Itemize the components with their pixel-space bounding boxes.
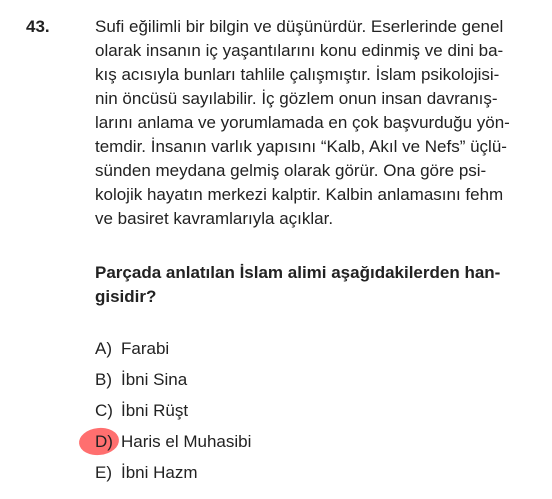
passage-line: temdir. İnsanın varlık yapısını “Kalb, Akıl ve Nefs” üçlü- xyxy=(95,137,507,156)
answer-options xyxy=(95,337,515,492)
option-letter: A) xyxy=(95,339,112,358)
option-letter: D) xyxy=(95,432,113,451)
option-text: Haris el Muhasibi xyxy=(121,432,252,451)
prompt-line: gisidir? xyxy=(95,287,157,306)
passage-line: kış acısıyla bunları tahlile çalışmıştır. İslam psikolojisi- xyxy=(95,65,500,84)
option-letter: E) xyxy=(95,463,112,482)
option-text: İbni Sina xyxy=(121,370,188,389)
passage-line: larını anlama ve yorumlamada en çok başvurduğu yön- xyxy=(95,113,510,132)
passage-line: sünden meydana gelmiş olarak görür. Ona göre psi- xyxy=(95,161,487,180)
question-prompt xyxy=(95,261,535,309)
passage-line: nin öncüsü sayılabilir. İç gözlem onun insan davranış- xyxy=(95,89,498,108)
passage-line: kolojik hayatın merkezi kalptir. Kalbin anlamasını fehm xyxy=(95,185,504,204)
option-text: Farabi xyxy=(121,339,170,358)
prompt-line: Parçada anlatılan İslam alimi aşağıdakilerden han- xyxy=(95,263,501,282)
question-passage xyxy=(95,15,535,231)
option-e[interactable] xyxy=(95,461,515,492)
option-letter: B) xyxy=(95,370,112,389)
option-letter: C) xyxy=(95,401,113,420)
option-text: İbni Hazm xyxy=(121,463,198,482)
option-d[interactable] xyxy=(95,430,515,461)
question-number: 43. xyxy=(26,17,50,36)
passage-line: ve basiret kavramlarıyla açıklar. xyxy=(95,209,334,228)
option-c[interactable] xyxy=(95,399,515,430)
passage-line: Sufi eğilimli bir bilgin ve düşünürdür. Eserlerinde genel xyxy=(95,17,504,36)
option-text: İbni Rüşt xyxy=(121,401,189,420)
option-a[interactable] xyxy=(95,337,515,368)
passage-line: olarak insanın iç yaşantılarını konu edinmiş ve dini ba- xyxy=(95,41,504,60)
option-b[interactable] xyxy=(95,368,515,399)
